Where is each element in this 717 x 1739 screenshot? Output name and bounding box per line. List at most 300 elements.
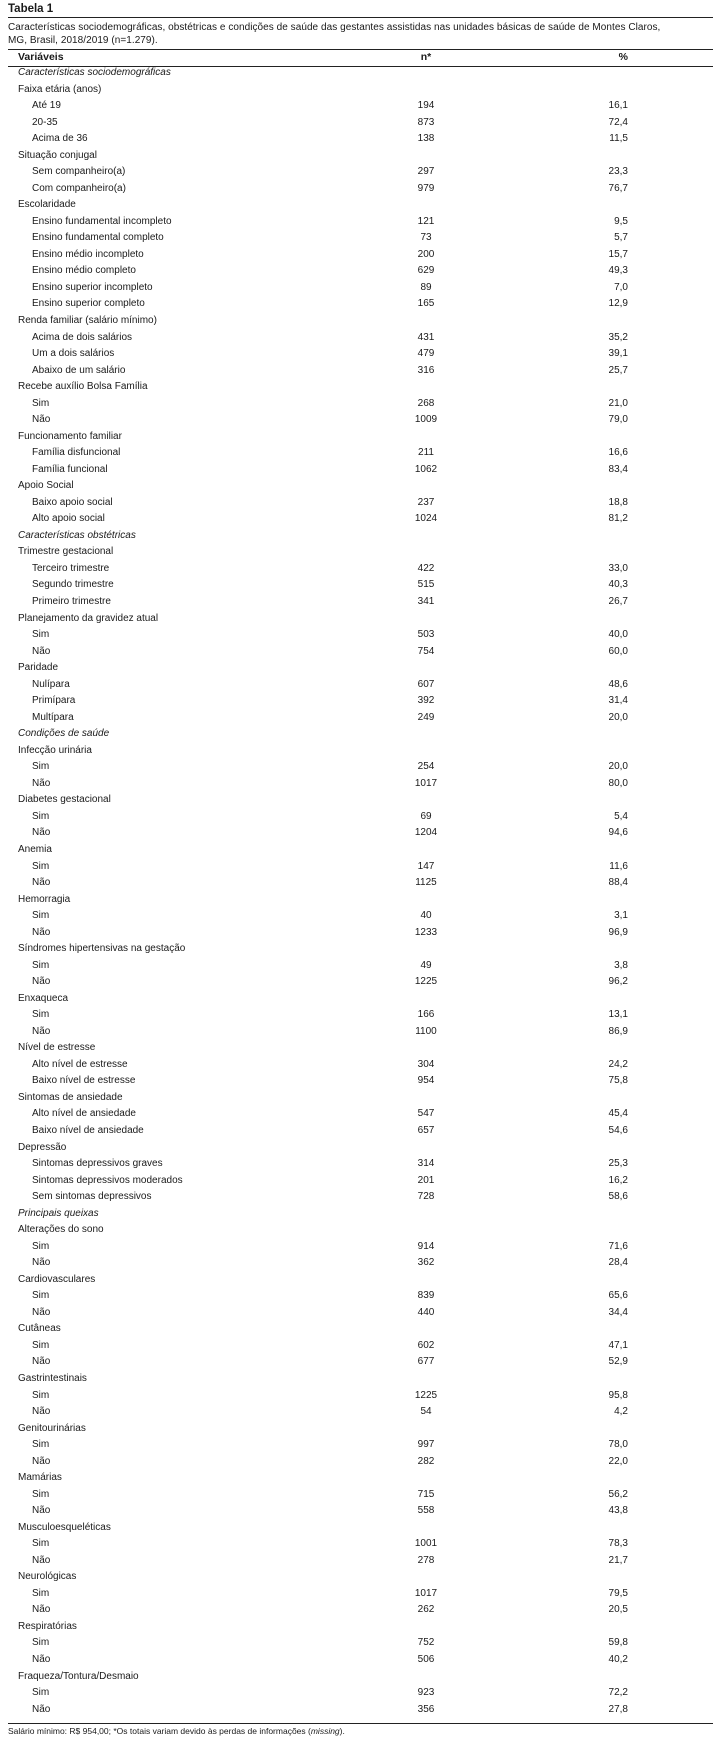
row-n-value: 1017 (414, 777, 438, 789)
row-label: Não (32, 1505, 51, 1517)
row-label: Trimestre gestacional (18, 546, 114, 558)
row-percent-value: 79,5 (608, 1587, 628, 1599)
row-percent-value: 80,0 (608, 777, 628, 789)
row-n-value: 201 (417, 1174, 435, 1186)
group-row (8, 743, 713, 760)
row-label: Não (32, 1654, 51, 1665)
row-percent-value: 16,1 (608, 100, 628, 112)
row-n-value: 268 (417, 397, 435, 409)
table-row (8, 98, 713, 115)
row-percent-value: 79,0 (608, 414, 628, 426)
table-row (8, 577, 713, 594)
row-percent-value: 72,2 (608, 1687, 628, 1699)
row-n-value: 49 (420, 959, 432, 971)
row-label: Funcionamento familiar (18, 430, 122, 442)
table-row (8, 164, 713, 181)
row-n-value: 728 (417, 1191, 435, 1203)
row-label: Não (32, 877, 51, 889)
row-n-value: 677 (417, 1356, 435, 1368)
row-n-value: 923 (417, 1687, 435, 1699)
row-label: Baixo apoio social (32, 496, 113, 508)
row-label: Acima de 36 (32, 133, 88, 145)
table-caption: Características sociodemográficas, obstétricas e condições de saúde das gestantes assistidas nas unidades básicas de saúde de Montes Claros, MG, Brasil, 2018/2019 (n=1.279). (8, 22, 661, 46)
header-variable: Variáveis (18, 51, 64, 63)
table-row (8, 1702, 713, 1719)
row-percent-value: 76,7 (608, 182, 628, 194)
table-row (8, 1454, 713, 1471)
row-n-value: 979 (417, 182, 435, 194)
row-label: Sim (32, 810, 50, 822)
table-row (8, 875, 713, 892)
row-n-value: 558 (417, 1505, 435, 1517)
group-row (8, 1222, 713, 1239)
row-percent-value: 16,2 (608, 1174, 628, 1186)
row-percent-value: 25,7 (608, 364, 628, 376)
row-label: Recebe auxílio Bolsa Família (18, 381, 148, 393)
row-label: Respiratórias (18, 1620, 77, 1632)
row-percent-value: 3,1 (614, 910, 628, 922)
row-n-value: 254 (417, 761, 435, 773)
row-n-value: 997 (417, 1439, 435, 1451)
table-row (8, 1536, 713, 1553)
row-percent-value: 78,3 (608, 1538, 628, 1550)
table-row (8, 1239, 713, 1256)
row-label: Não (32, 976, 51, 988)
row-label: Sim (32, 1439, 50, 1451)
row-label: Fraqueza/Tontura/Desmaio (18, 1670, 139, 1682)
row-percent-value: 3,8 (614, 959, 628, 971)
row-percent-value: 48,6 (608, 678, 628, 690)
row-label: Sintomas de ansiedade (18, 1091, 123, 1103)
row-n-value: 1009 (414, 414, 438, 426)
table-row (8, 412, 713, 429)
row-label: Não (32, 1025, 51, 1037)
row-n-value: 1100 (415, 1025, 437, 1037)
group-row (8, 148, 713, 165)
group-row (8, 1421, 713, 1438)
table-row (8, 346, 713, 363)
row-label: Sintomas depressivos moderados (32, 1174, 183, 1186)
row-percent-value: 58,6 (608, 1191, 628, 1203)
row-n-value: 362 (417, 1257, 435, 1269)
table-row (8, 1685, 713, 1702)
table-row (8, 396, 713, 413)
table-row (8, 1553, 713, 1570)
row-label: Não (32, 926, 51, 938)
row-label: Sim (32, 1587, 50, 1599)
row-n-value: 304 (417, 1058, 435, 1070)
row-label: Gastrintestinais (18, 1372, 87, 1384)
row-label: Baixo nível de ansiedade (32, 1125, 144, 1136)
row-label: Primeiro trimestre (32, 596, 111, 607)
row-label: Sim (32, 1009, 50, 1021)
header-percent: % (618, 51, 628, 63)
table-row (8, 1586, 713, 1603)
row-label: Não (32, 1455, 51, 1467)
table-row (8, 1652, 713, 1669)
footnote-text: Salário mínimo: R$ 954,00; *Os totais variam devido às perdas de informações ( (8, 1726, 311, 1736)
group-row (8, 611, 713, 628)
row-percent-value: 43,8 (608, 1505, 628, 1517)
row-percent-value: 49,3 (608, 265, 628, 277)
row-n-value: 506 (417, 1654, 435, 1665)
row-label: Baixo nível de estresse (32, 1075, 136, 1087)
row-percent-value: 26,7 (608, 596, 628, 607)
row-percent-value: 27,8 (608, 1703, 628, 1715)
group-row (8, 544, 713, 561)
row-n-value: 547 (417, 1108, 435, 1120)
row-percent-value: 33,0 (608, 562, 628, 574)
table-row (8, 1602, 713, 1619)
title-rule (8, 17, 713, 18)
row-n-value: 752 (417, 1637, 435, 1649)
row-label: Cutâneas (18, 1323, 61, 1335)
row-label: Terceiro trimestre (32, 562, 110, 574)
row-label: Sem sintomas depressivos (32, 1191, 152, 1203)
row-label: Não (32, 827, 51, 839)
row-label: Não (32, 414, 51, 426)
table-row (8, 1487, 713, 1504)
row-label: Ensino fundamental incompleto (32, 215, 172, 227)
row-percent-value: 5,7 (614, 232, 628, 244)
table-row (8, 511, 713, 528)
row-percent-value: 16,6 (608, 447, 628, 459)
table-row (8, 1024, 713, 1041)
row-percent-value: 11,5 (609, 133, 628, 145)
row-percent-value: 18,8 (608, 496, 628, 508)
group-row (8, 941, 713, 958)
table-row (8, 776, 713, 793)
row-n-value: 715 (417, 1488, 435, 1500)
row-percent-value: 11,6 (609, 860, 628, 872)
row-label: Paridade (18, 662, 59, 674)
row-n-value: 194 (417, 100, 435, 112)
group-row (8, 1321, 713, 1338)
table-row (8, 1073, 713, 1090)
row-n-value: 237 (417, 496, 435, 508)
row-percent-value: 86,9 (608, 1025, 628, 1037)
row-n-value: 515 (417, 579, 435, 591)
row-percent-value: 5,4 (614, 810, 628, 822)
table-row (8, 908, 713, 925)
row-n-value: 278 (417, 1554, 435, 1566)
row-label: Síndromes hipertensivas na gestação (18, 943, 186, 955)
table-row (8, 1007, 713, 1024)
row-percent-value: 83,4 (608, 463, 628, 475)
row-label: Com companheiro(a) (32, 182, 126, 194)
row-n-value: 479 (417, 348, 435, 360)
row-label: Alto nível de estresse (32, 1058, 128, 1070)
row-n-value: 166 (417, 1009, 435, 1021)
row-n-value: 1204 (414, 827, 438, 839)
table-row (8, 925, 713, 942)
row-n-value: 282 (417, 1455, 435, 1467)
row-percent-value: 96,9 (608, 926, 628, 938)
row-percent-value: 25,3 (608, 1158, 628, 1170)
table-row (8, 594, 713, 611)
row-percent-value: 81,2 (608, 513, 628, 525)
row-label: Depressão (18, 1141, 67, 1153)
row-percent-value: 78,0 (608, 1439, 628, 1451)
row-percent-value: 94,6 (608, 827, 628, 839)
row-percent-value: 40,0 (608, 629, 628, 641)
group-row (8, 1619, 713, 1636)
row-n-value: 297 (417, 166, 435, 178)
row-percent-value: 95,8 (608, 1389, 628, 1401)
table-row (8, 1106, 713, 1123)
row-label: Faixa etária (anos) (18, 83, 102, 95)
row-label: Ensino médio completo (32, 265, 136, 277)
row-n-value: 1062 (414, 463, 438, 475)
table-row (8, 181, 713, 198)
row-label: Musculoesqueléticas (18, 1521, 111, 1533)
row-label: Características obstétricas (18, 529, 136, 541)
table-row (8, 263, 713, 280)
row-n-value: 211 (418, 447, 434, 459)
section-row (8, 528, 713, 545)
row-label: Sintomas depressivos graves (32, 1158, 163, 1170)
table-row (8, 131, 713, 148)
row-label: Ensino fundamental completo (32, 232, 164, 244)
row-percent-value: 56,2 (608, 1488, 628, 1500)
row-n-value: 431 (417, 331, 435, 343)
group-row (8, 1090, 713, 1107)
row-percent-value: 96,2 (608, 976, 628, 988)
group-row (8, 379, 713, 396)
table-row (8, 445, 713, 462)
row-percent-value: 9,5 (614, 215, 628, 227)
row-n-value: 341 (417, 596, 435, 607)
row-n-value: 607 (417, 678, 435, 690)
row-n-value: 121 (417, 215, 435, 227)
row-percent-value: 7,0 (614, 281, 628, 293)
group-row (8, 82, 713, 99)
section-row (8, 1206, 713, 1223)
table-body (8, 65, 713, 1718)
row-percent-value: 40,2 (608, 1654, 628, 1665)
row-label: Um a dois salários (32, 348, 115, 360)
row-label: Cardiovasculares (18, 1273, 96, 1285)
row-percent-value: 22,0 (608, 1455, 628, 1467)
table-row (8, 974, 713, 991)
row-n-value: 200 (417, 248, 435, 260)
row-label: Condições de saúde (18, 728, 110, 740)
table-row (8, 1354, 713, 1371)
row-label: Não (32, 1306, 51, 1318)
row-percent-value: 54,6 (608, 1125, 628, 1136)
table-row (8, 363, 713, 380)
table-row (8, 1189, 713, 1206)
table-row (8, 710, 713, 727)
row-label: Genitourinárias (18, 1422, 86, 1434)
group-row (8, 892, 713, 909)
row-n-value: 1125 (415, 877, 437, 889)
row-percent-value: 39,1 (608, 348, 628, 360)
row-label: Não (32, 1703, 51, 1715)
row-n-value: 602 (417, 1339, 435, 1351)
row-n-value: 1024 (414, 513, 438, 525)
row-percent-value: 20,5 (608, 1604, 628, 1616)
row-label: Nulípara (32, 678, 70, 690)
row-label: Sim (32, 860, 50, 872)
row-label: Alto apoio social (32, 513, 105, 525)
table-row (8, 296, 713, 313)
table-row (8, 825, 713, 842)
row-n-value: 316 (417, 364, 435, 376)
row-percent-value: 15,7 (608, 248, 628, 260)
row-label: Multípara (32, 711, 74, 723)
table-row (8, 677, 713, 694)
row-label: Não (32, 1356, 51, 1368)
row-percent-value: 20,0 (608, 761, 628, 773)
row-label: Sim (32, 1488, 50, 1500)
row-label: Anemia (18, 843, 52, 855)
row-label: Diabetes gestacional (18, 794, 111, 806)
row-percent-value: 23,3 (608, 166, 628, 178)
group-row (8, 991, 713, 1008)
group-row (8, 1669, 713, 1686)
row-label: Sim (32, 397, 50, 409)
row-percent-value: 59,8 (608, 1637, 628, 1649)
table-row (8, 561, 713, 578)
row-label: Apoio Social (18, 480, 74, 492)
section-row (8, 65, 713, 82)
row-label: Acima de dois salários (32, 331, 133, 343)
row-n-value: 839 (417, 1290, 435, 1302)
row-n-value: 40 (420, 910, 432, 922)
table-row (8, 1123, 713, 1140)
table-row (8, 1503, 713, 1520)
row-label: Características sociodemográficas (18, 67, 171, 78)
group-row (8, 1371, 713, 1388)
row-n-value: 1017 (414, 1587, 438, 1599)
table-row (8, 1388, 713, 1405)
row-percent-value: 88,4 (608, 877, 628, 889)
row-label: Não (32, 1604, 51, 1616)
row-percent-value: 21,0 (608, 397, 628, 409)
row-label: Sim (32, 910, 50, 922)
row-label: Neurológicas (18, 1571, 77, 1583)
table-row (8, 115, 713, 132)
row-label: Sim (32, 1240, 50, 1252)
row-percent-value: 47,1 (608, 1339, 628, 1351)
row-n-value: 629 (417, 265, 435, 277)
table-row (8, 1255, 713, 1272)
row-n-value: 657 (417, 1125, 435, 1136)
row-percent-value: 71,6 (608, 1240, 628, 1252)
row-label: Família disfuncional (32, 447, 121, 459)
row-label: Sim (32, 1538, 50, 1550)
row-percent-value: 34,4 (608, 1306, 628, 1318)
row-label: Ensino superior incompleto (32, 281, 153, 293)
row-percent-value: 4,2 (614, 1406, 628, 1418)
row-n-value: 69 (420, 810, 432, 822)
row-label: Não (32, 1554, 51, 1566)
table-row (8, 759, 713, 776)
row-label: Alterações do sono (18, 1224, 104, 1236)
row-label: Sim (32, 761, 50, 773)
table-row (8, 627, 713, 644)
row-n-value: 1225 (414, 976, 438, 988)
row-n-value: 314 (417, 1158, 435, 1170)
row-label: Mamárias (18, 1472, 62, 1484)
row-n-value: 503 (417, 629, 435, 641)
row-n-value: 73 (420, 232, 432, 244)
row-label: Sim (32, 1687, 50, 1699)
table-row (8, 330, 713, 347)
row-percent-value: 60,0 (608, 645, 628, 657)
table-row (8, 495, 713, 512)
row-label: Sim (32, 1339, 50, 1351)
row-label: Até 19 (32, 100, 61, 112)
row-label: Nível de estresse (18, 1042, 96, 1054)
table-footnote (8, 1726, 345, 1736)
row-n-value: 89 (420, 281, 432, 293)
row-n-value: 262 (417, 1604, 435, 1616)
row-percent-value: 31,4 (608, 695, 628, 707)
row-n-value: 165 (417, 298, 435, 310)
group-row (8, 792, 713, 809)
row-label: Principais queixas (18, 1207, 99, 1219)
row-label: Não (32, 645, 51, 657)
row-label: Sim (32, 959, 50, 971)
row-label: 20-35 (32, 116, 58, 128)
row-label: Infecção urinária (18, 744, 92, 756)
table-row (8, 1437, 713, 1454)
row-percent-value: 40,3 (608, 579, 628, 591)
table-bottom-rule (8, 1723, 713, 1724)
row-percent-value: 75,8 (608, 1075, 628, 1087)
table-row (8, 214, 713, 231)
row-label: Abaixo de um salário (32, 364, 126, 376)
row-percent-value: 12,9 (608, 298, 628, 310)
table-row (8, 1404, 713, 1421)
table-row (8, 462, 713, 479)
table-label: Tabela 1 (8, 3, 54, 15)
row-n-value: 249 (417, 711, 435, 723)
group-row (8, 1040, 713, 1057)
row-label: Primípara (32, 695, 76, 707)
row-n-value: 873 (417, 116, 435, 128)
row-label: Enxaqueca (18, 992, 69, 1004)
footnote-end: ). (339, 1726, 345, 1736)
row-n-value: 1001 (414, 1538, 438, 1550)
table-row (8, 693, 713, 710)
row-n-value: 440 (417, 1306, 435, 1318)
row-percent-value: 35,2 (608, 331, 628, 343)
row-label: Família funcional (32, 463, 108, 475)
row-label: Escolaridade (18, 199, 76, 211)
table-row (8, 1305, 713, 1322)
table-row (8, 1635, 713, 1652)
table-row (8, 1338, 713, 1355)
group-row (8, 1569, 713, 1586)
group-row (8, 197, 713, 214)
row-n-value: 422 (417, 562, 435, 574)
row-label: Sim (32, 1290, 50, 1302)
row-percent-value: 45,4 (608, 1108, 628, 1120)
group-row (8, 429, 713, 446)
row-n-value: 1225 (414, 1389, 438, 1401)
row-n-value: 954 (417, 1075, 435, 1087)
row-n-value: 1233 (414, 926, 438, 938)
row-percent-value: 24,2 (608, 1058, 628, 1070)
row-label: Não (32, 1257, 51, 1269)
group-row (8, 478, 713, 495)
row-label: Ensino médio incompleto (32, 248, 144, 260)
row-percent-value: 28,4 (608, 1257, 628, 1269)
row-label: Sim (32, 629, 50, 641)
